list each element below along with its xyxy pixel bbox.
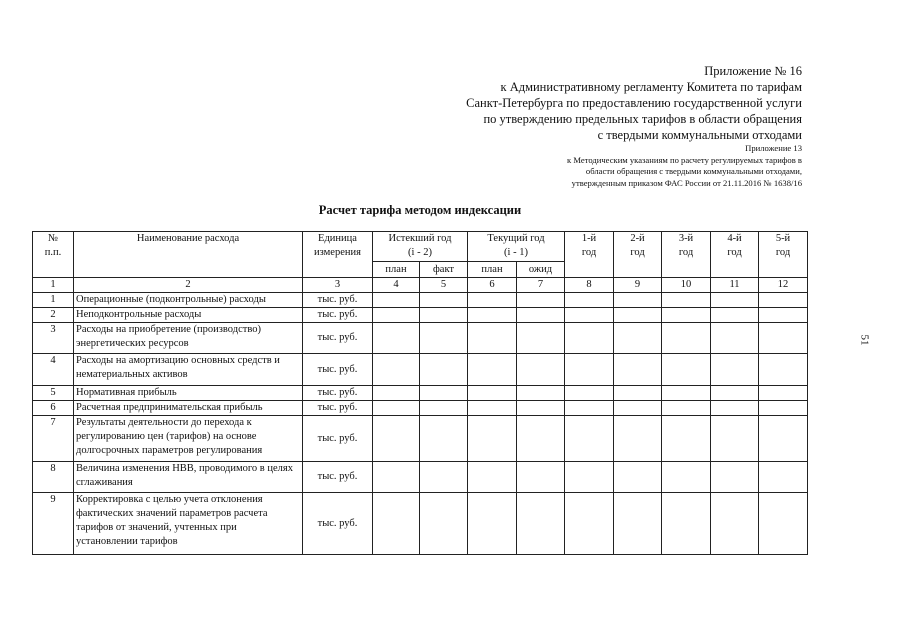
value-cell: [662, 462, 711, 493]
value-cell: [565, 416, 614, 462]
table-row: [33, 493, 808, 555]
value-cell: [420, 462, 468, 493]
row-number: 3: [33, 323, 74, 354]
value-cell: [565, 493, 614, 555]
value-cell: [759, 386, 808, 401]
value-cell: [662, 293, 711, 308]
row-name: Неподконтрольные расходы: [74, 308, 303, 323]
col-number: 4: [373, 278, 420, 293]
value-cell: [759, 416, 808, 462]
value-cell: [759, 323, 808, 354]
row-unit: тыс. руб.: [303, 493, 373, 555]
row-unit: тыс. руб.: [303, 308, 373, 323]
table-row: [33, 401, 808, 416]
header-year-1: 1-й год: [565, 232, 614, 278]
value-cell: [517, 308, 565, 323]
value-cell: [420, 323, 468, 354]
row-unit: тыс. руб.: [303, 416, 373, 462]
value-cell: [517, 293, 565, 308]
value-cell: [614, 401, 662, 416]
header-year-2: 2-й год: [614, 232, 662, 278]
row-name: Операционные (подконтрольные) расходы: [74, 293, 303, 308]
header-prev-year: Истекший год (i - 2): [373, 232, 468, 262]
value-cell: [711, 354, 759, 386]
sub-appendix-line: области обращения с твердыми коммунальными отходами,: [585, 166, 802, 176]
header-current-year: Текущий год (i - 1): [468, 232, 565, 262]
sub-appendix-line: к Методическим указаниям по расчету регулируемых тарифов в: [567, 154, 802, 165]
row-name: Расходы на приобретение (производство) энергетических ресурсов: [74, 323, 303, 354]
value-cell: [468, 462, 517, 493]
value-cell: [565, 308, 614, 323]
col-number: 10: [662, 278, 711, 293]
col-number: 2: [74, 278, 303, 293]
table-row: [33, 416, 808, 462]
row-number: 2: [33, 308, 74, 323]
value-cell: [420, 308, 468, 323]
sub-appendix-line: Приложение 13: [745, 143, 802, 153]
row-number: 5: [33, 386, 74, 401]
col-number: 6: [468, 278, 517, 293]
row-name: Результаты деятельности до перехода к регулированию цен (тарифов) на основе долгосрочных параметров регулирования: [74, 416, 303, 462]
value-cell: [711, 323, 759, 354]
value-cell: [565, 386, 614, 401]
value-cell: [373, 386, 420, 401]
row-unit: тыс. руб.: [303, 401, 373, 416]
value-cell: [565, 462, 614, 493]
header-year-4: 4-й год: [711, 232, 759, 278]
value-cell: [468, 416, 517, 462]
row-number: 9: [33, 493, 74, 555]
value-cell: [565, 354, 614, 386]
value-cell: [420, 386, 468, 401]
col-number: 3: [303, 278, 373, 293]
value-cell: [420, 293, 468, 308]
row-name: Корректировка с целью учета отклонения фактических значений параметров расчета тарифов от значений, учтенных при установлении тарифов: [74, 493, 303, 555]
value-cell: [517, 462, 565, 493]
value-cell: [711, 308, 759, 323]
header-year-5: 5-й год: [759, 232, 808, 278]
value-cell: [517, 354, 565, 386]
appendix-header-line: к Административному регламенту Комитета по тарифам: [500, 80, 802, 94]
value-cell: [614, 416, 662, 462]
table-row: [33, 308, 808, 323]
sub-appendix-line: утвержденным приказом ФАС России от 21.11.2016 № 1638/16: [571, 177, 802, 188]
value-cell: [662, 354, 711, 386]
value-cell: [662, 416, 711, 462]
value-cell: [517, 493, 565, 555]
row-name: Расходы на амортизацию основных средств и нематериальных активов: [74, 354, 303, 386]
value-cell: [614, 308, 662, 323]
value-cell: [614, 293, 662, 308]
value-cell: [759, 401, 808, 416]
value-cell: [614, 354, 662, 386]
value-cell: [468, 354, 517, 386]
value-cell: [614, 493, 662, 555]
value-cell: [614, 462, 662, 493]
header-year-3: 3-й год: [662, 232, 711, 278]
row-name: Расчетная предпринимательская прибыль: [74, 401, 303, 416]
value-cell: [711, 386, 759, 401]
value-cell: [565, 323, 614, 354]
value-cell: [711, 401, 759, 416]
col-number: 7: [517, 278, 565, 293]
value-cell: [373, 308, 420, 323]
value-cell: [468, 293, 517, 308]
value-cell: [565, 401, 614, 416]
row-unit: тыс. руб.: [303, 293, 373, 308]
header-num: № п.п.: [33, 232, 74, 278]
appendix-header-line: Приложение № 16: [704, 64, 802, 78]
row-unit: тыс. руб.: [303, 386, 373, 401]
header-plan: план: [373, 262, 420, 278]
value-cell: [420, 354, 468, 386]
value-cell: [711, 493, 759, 555]
value-cell: [373, 416, 420, 462]
row-number: 7: [33, 416, 74, 462]
value-cell: [759, 462, 808, 493]
value-cell: [711, 293, 759, 308]
value-cell: [759, 354, 808, 386]
value-cell: [420, 401, 468, 416]
value-cell: [373, 354, 420, 386]
table-row: [33, 462, 808, 493]
value-cell: [373, 401, 420, 416]
value-cell: [373, 493, 420, 555]
row-number: 6: [33, 401, 74, 416]
value-cell: [759, 493, 808, 555]
value-cell: [468, 323, 517, 354]
header-name: Наименование расхода: [74, 232, 303, 278]
value-cell: [468, 308, 517, 323]
value-cell: [373, 462, 420, 493]
tariff-table: [32, 231, 808, 555]
sub-appendix-header: [567, 143, 802, 189]
table-row: [33, 386, 808, 401]
table-row: [33, 354, 808, 386]
value-cell: [662, 323, 711, 354]
value-cell: [662, 401, 711, 416]
value-cell: [517, 416, 565, 462]
col-number: 1: [33, 278, 74, 293]
value-cell: [373, 323, 420, 354]
col-number: 8: [565, 278, 614, 293]
header-plan-current: план: [468, 262, 517, 278]
page-number: 51: [858, 334, 871, 346]
value-cell: [468, 401, 517, 416]
value-cell: [614, 386, 662, 401]
col-number: 9: [614, 278, 662, 293]
row-unit: тыс. руб.: [303, 323, 373, 354]
row-number: 4: [33, 354, 74, 386]
value-cell: [759, 308, 808, 323]
header-expected: ожид: [517, 262, 565, 278]
row-name: Величина изменения НВВ, проводимого в целях сглаживания: [74, 462, 303, 493]
header-unit: Единица измерения: [303, 232, 373, 278]
value-cell: [373, 293, 420, 308]
value-cell: [711, 416, 759, 462]
appendix-header: [466, 63, 802, 143]
value-cell: [614, 323, 662, 354]
value-cell: [420, 493, 468, 555]
value-cell: [565, 293, 614, 308]
appendix-header-line: с твердыми коммунальными отходами: [597, 128, 802, 142]
appendix-header-line: Санкт-Петербурга по предоставлению государственной услуги: [466, 96, 802, 110]
col-number: 11: [711, 278, 759, 293]
value-cell: [420, 416, 468, 462]
table-row: [33, 293, 808, 308]
value-cell: [662, 386, 711, 401]
value-cell: [517, 386, 565, 401]
document-title: Расчет тарифа методом индексации: [318, 203, 522, 217]
col-number: 12: [759, 278, 808, 293]
col-number: 5: [420, 278, 468, 293]
value-cell: [517, 401, 565, 416]
row-unit: тыс. руб.: [303, 462, 373, 493]
value-cell: [662, 308, 711, 323]
appendix-header-line: по утверждению предельных тарифов в области обращения: [483, 112, 802, 126]
row-unit: тыс. руб.: [303, 354, 373, 386]
value-cell: [662, 493, 711, 555]
table-row: [33, 323, 808, 354]
column-numbers-row: [33, 278, 808, 293]
value-cell: [759, 293, 808, 308]
row-number: 8: [33, 462, 74, 493]
header-fact: факт: [420, 262, 468, 278]
row-name: Нормативная прибыль: [74, 386, 303, 401]
value-cell: [711, 462, 759, 493]
value-cell: [468, 386, 517, 401]
row-number: 1: [33, 293, 74, 308]
value-cell: [517, 323, 565, 354]
value-cell: [468, 493, 517, 555]
